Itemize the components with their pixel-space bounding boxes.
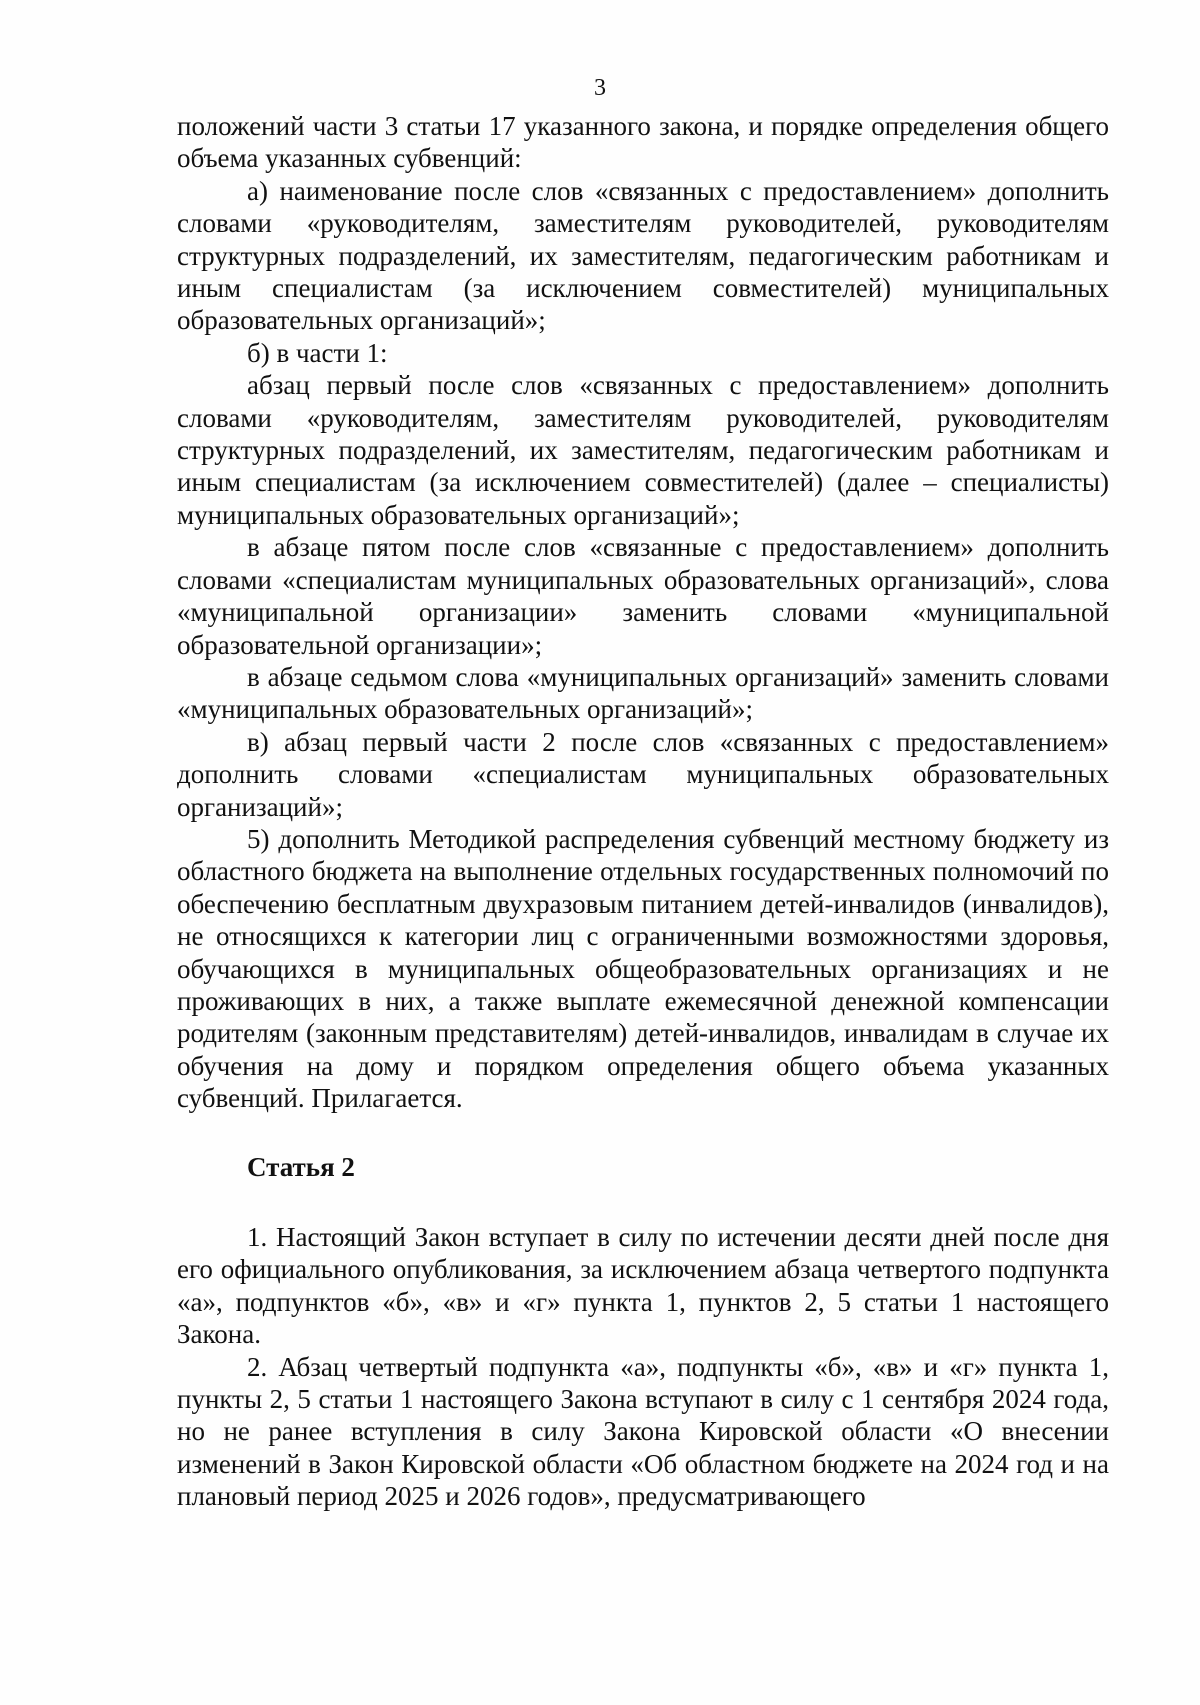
paragraph-abzac-first: абзац первый после слов «связанных с предоставлением» дополнить словами «руководителям, заместителям руководителей, руководителям структурных подразделений, их заместителям, педагогическим работникам и иным специалистам (за исключением совместителей) (далее – специалисты) муниципальных образовательных организаций»; xyxy=(177,370,1109,530)
paragraph-article2-item-2: 2. Абзац четвертый подпункта «а», подпункты «б», «в» и «г» пункта 1, пункты 2, 5 статьи 1 настоящего Закона вступают в силу с 1 сентября 2024 года, но не ранее вступления в силу Закона Кировской области «О внесении изменений в Закон Кировской области «Об областном бюджете на 2024 год и на плановый период 2025 и 2026 годов», предусматривающего xyxy=(177,1351,1109,1512)
paragraph-abzac-seventh: в абзаце седьмом слова «муниципальных организаций» заменить словами «муниципальных образовательных организаций»; xyxy=(177,661,1109,725)
paragraph-subitem-v: в) абзац первый части 2 после слов «связанных с предоставлением» дополнить словами «специалистам муниципальных образовательных организаций»; xyxy=(177,726,1109,822)
paragraph-article2-item-1: 1. Настоящий Закон вступает в силу по истечении десяти дней после дня его официального опубликования, за исключением абзаца четвертого подпункта «а», подпунктов «б», «в» и «г» пункта 1, пунктов 2, 5 статьи 1 настоящего Закона. xyxy=(177,1222,1109,1350)
paragraph-abzac-fifth: в абзаце пятом после слов «связанные с предоставлением» дополнить словами «специалистам муниципальных образовательных организаций», слова «муниципальной организации» заменить словами «муниципальной образовательной организации»; xyxy=(177,532,1109,660)
paragraph-subitem-a: а) наименование после слов «связанных с предоставлением» дополнить словами «руководителям, заместителям руководителей, руководителям структурных подразделений, их заместителям, педагогическим работникам и иным специалистам (за исключением совместителей) муниципальных образовательных организаций»; xyxy=(177,175,1109,336)
paragraph-continuation: положений части 3 статьи 17 указанного закона, и порядке определения общего объема указанных субвенций: xyxy=(177,111,1109,174)
paragraph-subitem-b: б) в части 1: xyxy=(247,337,388,368)
document-body xyxy=(177,110,1109,1513)
article-heading: Статья 2 xyxy=(247,1151,355,1182)
page-number: 3 xyxy=(594,75,606,101)
paragraph-item-5: 5) дополнить Методикой распределения субвенций местному бюджету из областного бюджета на выполнение отдельных государственных полномочий по обеспечению бесплатным двухразовым питанием детей-инвалидов (инвалидов), не относящихся к категории лиц с ограниченными возможностями здоровья, обучающихся в муниципальных общеобразовательных организациях и не проживающих в них, а также выплате ежемесячной денежной компенсации родителям (законным представителям) детей-инвалидов, инвалидам в случае их обучения на дому и порядком определения общего объема указанных субвенций. Прилагается. xyxy=(177,823,1109,1114)
